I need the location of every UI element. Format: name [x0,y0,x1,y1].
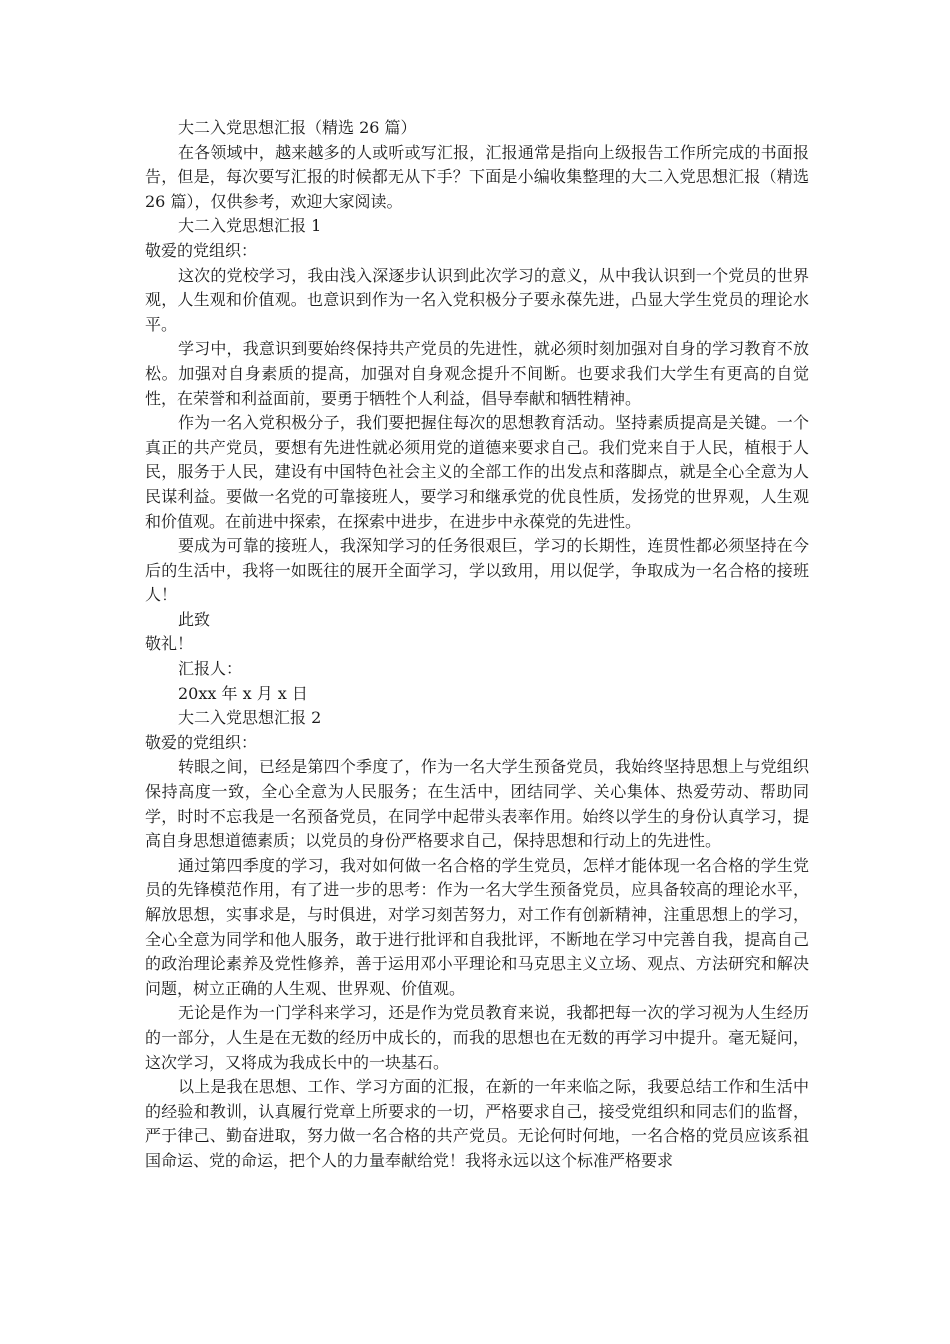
body-paragraph: 转眼之间，已经是第四个季度了，作为一名大学生预备党员，我始终坚持思想上与党组织保持高度一致，全心全意为人民服务；在生活中，团结同学、关心集体、热爱劳动、帮助同学，时时不忘我是一名预备党员，在同学中起带头表率作用。始终以学生的身份认真学习，提高自身思想道德素质；以党员的身份严格要求自己，保持思想和行动上的先进性。 [145,757,809,851]
body-paragraph: 作为一名入党积极分子，我们要把握住每次的思想教育活动。坚持素质提高是关键。一个真正的共产党员，要想有先进性就必须用党的道德来要求自己。我们党来自于人民，植根于人民，服务于人民，建设有中国特色社会主义的全部工作的出发点和落脚点，就是全心全意为人民谋利益。要做一名党的可靠接班人，要学习和继承党的优良性质，发扬党的世界观，人生观和价值观。在前进中探索，在探索中进步，在进步中永葆党的先进性。 [145,413,809,531]
date-line: 20xx 年 x 月 x 日 [178,683,308,703]
section-heading-1: 大二入党思想汇报 1 [178,216,322,236]
document-page [145,116,809,1174]
reporter-label: 汇报人： [178,659,243,679]
section-heading-2: 大二入党思想汇报 2 [178,708,322,728]
body-paragraph: 以上是我在思想、工作、学习方面的汇报，在新的一年来临之际，我要总结工作和生活中的经验和教训，认真履行党章上所要求的一切，严格要求自己，接受党组织和同志们的监督，严于律己、勤奋进取，努力做一名合格的共产党员。无论何时何地，一名合格的党员应该系祖国命运、党的命运，把个人的力量奉献给党！我将永远以这个标准严格要求 [145,1077,809,1170]
salutation: 敬爱的党组织： [145,240,258,260]
body-paragraph: 这次的党校学习，我由浅入深逐步认识到此次学习的意义，从中我认识到一个党员的世界观，人生观和价值观。也意识到作为一名入党积极分子要永葆先进，凸显大学生党员的理论水平。 [145,265,809,334]
body-paragraph: 无论是作为一门学科来学习，还是作为党员教育来说，我都把每一次的学习视为人生经历的一部分，人生是在无数的经历中成长的，而我的思想也在无数的再学习中提升。毫无疑问，这次学习，又将成为我成长中的一块基石。 [145,1003,809,1072]
body-paragraph: 要成为可靠的接班人，我深知学习的任务很艰巨，学习的长期性，连贯性都必须坚持在今后的生活中，我将一如既往的展开全面学习，学以致用，用以促学，争取成为一名合格的接班人！ [145,536,809,605]
document-title: 大二入党思想汇报（精选 26 篇） [178,118,417,137]
body-paragraph: 通过第四季度的学习，我对如何做一名合格的学生党员，怎样才能体现一名合格的学生党员的先锋模范作用，有了进一步的思考：作为一名大学生预备党员，应具备较高的理论水平，解放思想，实事求是，与时俱进，对学习刻苦努力，对工作有创新精神，注重思想上的学习，全心全意为同学和他人服务，敢于进行批评和自我批评，不断地在学习中完善自我，提高自己的政治理论素养及党性修养，善于运用邓小平理论和马克思主义立场、观点、方法研究和解决问题，树立正确的人生观、世界观、价值观。 [145,855,809,998]
intro-paragraph: 在各领域中，越来越多的人或听或写汇报，汇报通常是指向上级报告工作所完成的书面报告，但是，每次要写汇报的时候都无从下手？下面是小编收集整理的大二入党思想汇报（精选 26 篇），仅供参考，欢迎大家阅读。 [145,142,809,211]
body-paragraph: 学习中，我意识到要始终保持共产党员的先进性，就必须时刻加强对自身的学习教育不放松。加强对自身素质的提高，加强对自身观念提升不间断。也要求我们大学生有更高的自觉性，在荣誉和利益面前，要勇于牺牲个人利益，倡导奉献和牺牲精神。 [145,339,809,408]
salutation: 敬爱的党组织： [145,732,258,752]
closing-line: 此致 [178,609,211,629]
closing-salute: 敬礼！ [145,634,194,654]
